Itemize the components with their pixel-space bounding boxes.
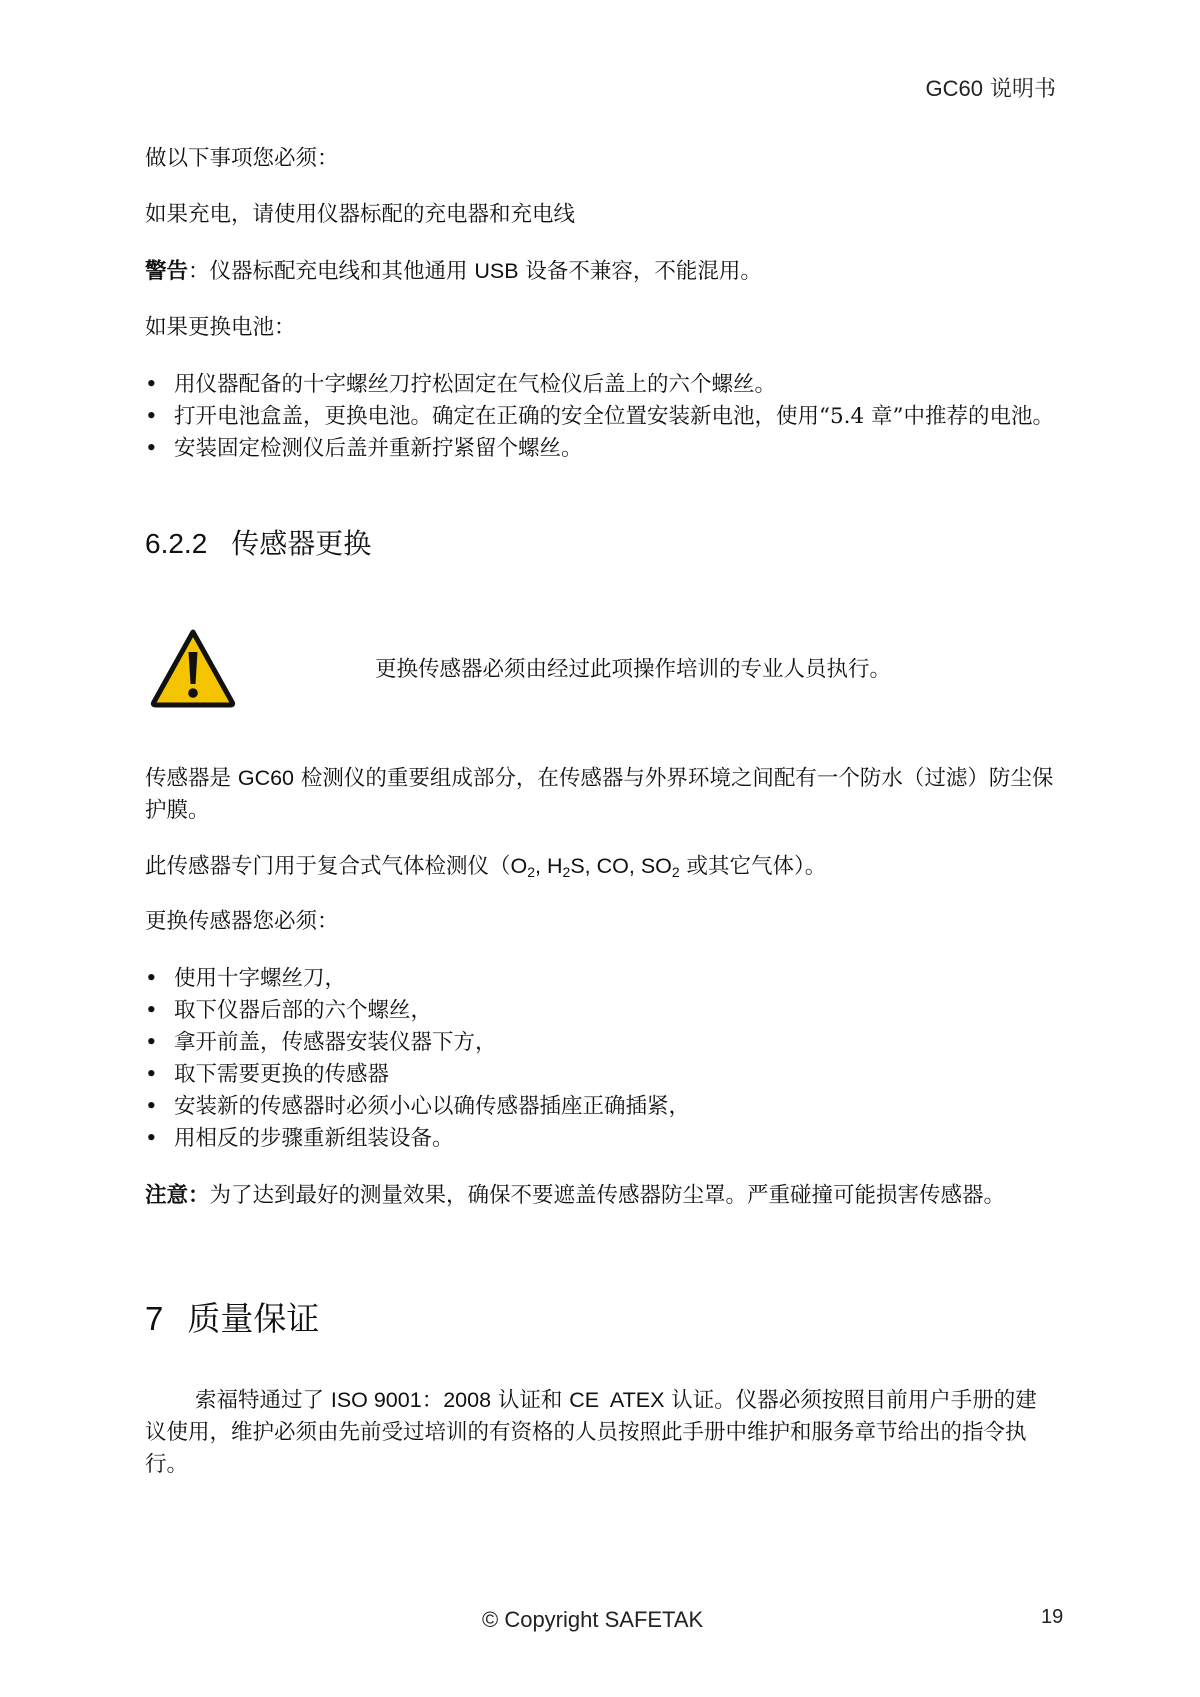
list-item-text: 取下需要更换的传感器 (174, 1062, 390, 1087)
sensor-steps-list (145, 963, 1055, 1155)
list-item: • 安装新的传感器时必须小心以确传感器插座正确插紧， (145, 1094, 691, 1119)
list-item: • 安装固定检测仪后盖并重新拧紧留个螺丝。 (145, 436, 583, 461)
section-heading-6-2-2 (145, 528, 371, 560)
list-item-text: 取下仪器后部的六个螺丝， (174, 998, 433, 1023)
paragraph-battery: 如果更换电池： (145, 315, 296, 340)
paragraph-note (145, 1180, 1055, 1212)
header-model: GC60 (925, 76, 983, 101)
list-item: • 取下仪器后部的六个螺丝， (145, 998, 433, 1023)
paragraph-charging: 如果充电，请使用仪器标配的充电器和充电线 (145, 202, 576, 227)
section-number: 7 (145, 1300, 164, 1337)
sensor-intro-b: 检测仪的重要组成部分，在传感器与外界环境之间配有一个防水（过滤）防尘保护膜。 (145, 766, 1054, 823)
quality-colon: ： (421, 1388, 444, 1413)
section-title: 质量保证 (187, 1299, 320, 1338)
battery-steps-list (145, 369, 1055, 465)
copyright-text: © Copyright SAFETAK (482, 1607, 704, 1632)
gases-text-a: 此传感器专门用于复合式气体检测仪（ (145, 854, 511, 879)
gas-so2: SO (640, 854, 672, 878)
list-item-text: 用相反的步骤重新组装设备。 (174, 1126, 454, 1151)
gas-h2s-b: S (570, 854, 585, 878)
list-item: • 拿开前盖，传感器安装仪器下方， (145, 1030, 497, 1055)
list-item-text: 使用十字螺丝刀， (174, 966, 347, 991)
caution-text: 更换传感器必须由经过此项操作培训的专业人员执行。 (375, 657, 892, 682)
section-heading-7 (145, 1299, 320, 1338)
gas-sep: , (584, 854, 597, 878)
gas-co: CO (596, 854, 629, 878)
paragraph-replace-intro: 更换传感器您必须： (145, 909, 339, 934)
quality-year: 2008 (443, 1388, 492, 1412)
list-item-text: 打开电池盒盖，更换电池。确定在正确的安全位置安装新电池，使用“5.4 章”中推荐的电池。 (174, 404, 1055, 429)
warning-label: 警告 (145, 259, 189, 284)
list-item-text: 拿开前盖，传感器安装仪器下方， (174, 1030, 497, 1055)
note-text: 为了达到最好的测量效果，确保不要遮盖传感器防尘罩。严重碰撞可能损害传感器。 (209, 1183, 1006, 1208)
quality-ce: CE ATEX (569, 1388, 665, 1412)
warning-triangle-icon (150, 628, 236, 708)
list-item-text: 安装固定检测仪后盖并重新拧紧留个螺丝。 (174, 436, 583, 461)
paragraph-sensor-gases (145, 850, 1055, 883)
quality-text-b: 认证和 (491, 1388, 570, 1413)
list-item-text: 安装新的传感器时必须小心以确传感器插座正确插紧， (174, 1094, 691, 1119)
gas-h2s-a: H (547, 854, 563, 878)
warning-text-a: ：仪器标配充电线和其他通用 (188, 259, 475, 284)
list-item: • 取下需要更换的传感器 (145, 1062, 390, 1087)
gas-sep: , (535, 854, 547, 878)
warning-text-b: 设备不兼容，不能混用。 (518, 259, 762, 284)
list-item: • 用相反的步骤重新组装设备。 (145, 1126, 454, 1151)
gas-so2-sub: 2 (671, 864, 680, 880)
list-item-text: 用仪器配备的十字螺丝刀拧松固定在气检仪后盖上的六个螺丝。 (174, 372, 777, 397)
gas-h2s-sub: 2 (562, 864, 571, 880)
page-header (926, 72, 1056, 103)
list-item: • 打开电池盒盖，更换电池。确定在正确的安全位置安装新电池，使用“5.4 章”中推荐的电池。 (145, 404, 1055, 429)
list-item: • 使用十字螺丝刀， (145, 966, 347, 991)
header-title: 说明书 (983, 77, 1056, 102)
list-item: • 用仪器配备的十字螺丝刀拧松固定在气检仪后盖上的六个螺丝。 (145, 372, 777, 397)
paragraph-quality (145, 1384, 1055, 1481)
paragraph-intro: 做以下事项您必须： (145, 146, 339, 171)
section-title: 传感器更换 (231, 527, 372, 560)
gases-text-b: 或其它气体）。 (679, 854, 827, 879)
paragraph-sensor-intro (145, 762, 1055, 827)
sensor-intro-a: 传感器是 (145, 766, 238, 791)
page-number: 19 (1041, 1606, 1064, 1628)
gas-sep: , (628, 854, 641, 878)
warning-usb: USB (474, 259, 519, 283)
quality-text-c: 认证。仪器必须按照目前用户手册的建议使用，维护必须由先前受过培训的有资格的人员按照此手册中维护和服务章节给出的指令执行。 (145, 1388, 1037, 1477)
section-number: 6.2.2 (145, 528, 208, 559)
sensor-intro-model: GC60 (237, 766, 295, 790)
paragraph-warning (145, 255, 1055, 288)
gas-o2: O (510, 854, 528, 878)
quality-text-a: 索福特通过了 (195, 1388, 331, 1413)
note-label: 注意： (145, 1183, 210, 1208)
gas-o2-sub: 2 (527, 864, 536, 880)
quality-iso: ISO 9001 (330, 1388, 422, 1412)
